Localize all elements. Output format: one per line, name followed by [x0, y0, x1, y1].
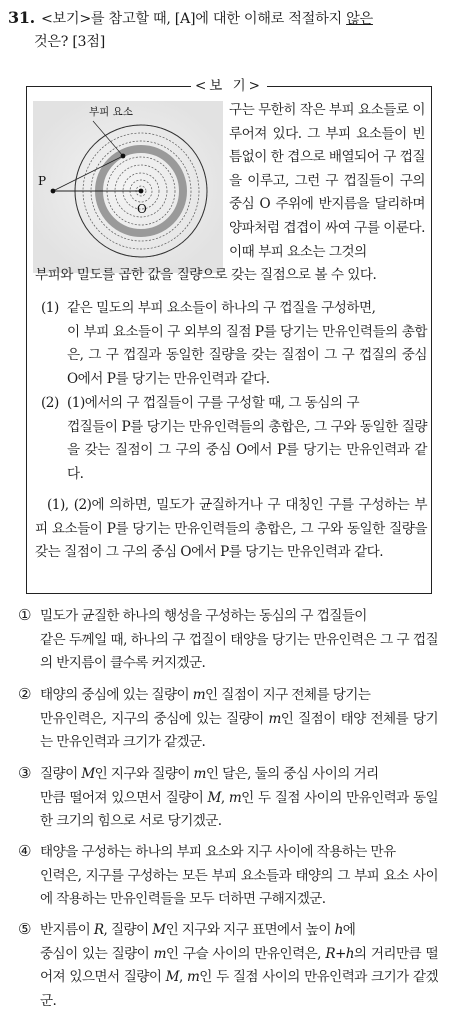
bogi-intro-continuation: 부피와 밀도를 곱한 값을 질량으로 갖는 질점으로 볼 수 있다. — [35, 267, 377, 283]
option-5-rest-d: , — [178, 969, 187, 986]
option-5-rest-b: 인 구슬 사이의 만유인력은, — [165, 945, 326, 962]
label-o: O — [137, 202, 147, 216]
question-stem: <보기>를 참고할 때, [A]에 대한 이해로 적절하지 — [40, 11, 347, 27]
option-3-rest-b: , — [220, 789, 229, 806]
option-1[interactable] — [18, 604, 438, 676]
option-3[interactable] — [18, 762, 438, 834]
option-5-mark: ⑤ — [18, 920, 31, 938]
bogi-conclusion — [35, 494, 427, 565]
option-3-rest-var-M: M — [207, 789, 221, 806]
option-2-rest-a: 만유인력은, 지구의 중심에 있는 질량이 — [40, 710, 269, 727]
option-4-mark: ④ — [18, 842, 31, 860]
option-5-rest-var-m: m — [153, 945, 166, 962]
item-2-rest: 껍질들이 P를 당기는 만유인력들의 총합은, 그 구와 동일한 질량을 갖는 질점이 그 구의 중심 O에서 P를 당기는 만유인력과 같다. — [67, 418, 427, 482]
option-3-text-a: 질량이 — [40, 766, 82, 782]
option-2[interactable] — [18, 683, 438, 755]
question-line-1 — [8, 6, 444, 31]
bogi-item-1 — [41, 297, 427, 391]
option-5-var-h: h — [334, 922, 343, 938]
item-1-rest: 이 부피 요소들이 구 외부의 질점 P를 당기는 만유인력들의 총합은, 그 구 껍질과 동일한 질량을 갖는 질점이 그 구 껍질의 중심 O에서 P를 당기는 만유인력과 같다. — [67, 323, 427, 387]
option-3-rest-a: 만큼 떨어져 있으면서 질량이 — [40, 789, 208, 806]
option-1-rest: 같은 두께일 때, 하나의 구 껍질이 태양을 당기는 만유인력은 그 구 껍질의 반지름이 클수록 커지겠군. — [40, 631, 438, 672]
option-4[interactable] — [18, 840, 438, 912]
center-o-dot — [139, 189, 144, 194]
option-5[interactable] — [18, 918, 438, 1013]
option-1-mark: ① — [18, 606, 31, 624]
item-1-label: (1) — [41, 300, 59, 316]
question-number: 31. — [8, 8, 35, 27]
option-2-var-m: m — [192, 687, 206, 703]
question-line-2: 것은? [3점] — [34, 34, 105, 50]
bogi-box — [26, 78, 432, 594]
option-2-rest-b: 인 질점이 태양 전체를 당기는 만유인력과 크기가 같겠군. — [40, 710, 438, 751]
item-1-first: 같은 밀도의 부피 요소들이 하나의 구 껍질을 구성하면, — [67, 300, 376, 316]
option-3-text-b: 인 지구와 질량이 — [94, 766, 194, 782]
option-5-rest-var-Rh: R+h — [325, 945, 354, 962]
option-3-rest-var-m: m — [228, 789, 242, 806]
conclusion-text: (1), (2)에 의하면, 밀도가 균질하거나 구 대칭인 구를 구성하는 부피 요소들이 P를 당기는 만유인력들의 총합은, 그 구와 동일한 질량을 갖는 질점이 그 구의 중심 O에서 P를 당기는 만유인력과 같다. — [35, 497, 427, 561]
option-3-text-c: 인 달은, 둘의 중심 사이의 거리 — [205, 766, 379, 782]
option-3-var-M: M — [81, 766, 95, 782]
volume-element-dot — [121, 154, 126, 159]
label-volume-element: 부피 요소 — [89, 106, 133, 118]
option-2-rest — [18, 708, 438, 755]
option-3-rest — [18, 787, 438, 834]
option-5-rest-e: 인 두 질점 사이의 만유인력과 크기가 같겠군. — [40, 969, 438, 1009]
option-5-rest-a: 중심이 있는 질량이 — [40, 945, 154, 962]
option-5-text-b: , 질량이 — [103, 922, 153, 938]
option-3-rest-c: 인 두 질점 사이의 만유인력과 동일한 크기의 힘으로 서로 당기겠군. — [40, 789, 439, 830]
option-5-text-c: 인 지구와 지구 표면에서 높이 — [165, 922, 335, 938]
option-5-rest-var-m2: m — [186, 969, 200, 986]
label-p: P — [38, 174, 47, 188]
option-4-first: 태양을 구성하는 하나의 부피 요소와 지구 사이에 작용하는 만유 — [40, 844, 396, 860]
point-p-dot — [51, 189, 56, 194]
option-2-rest-var-m: m — [268, 710, 281, 727]
item-2-first: (1)에서의 구 껍질들이 구를 구성할 때, 그 동심의 구 — [67, 395, 360, 411]
option-5-rest-c: 의 거리만큼 떨어져 있으면서 질량이 — [40, 945, 439, 986]
option-3-var-m: m — [193, 766, 206, 782]
option-3-mark: ③ — [18, 764, 31, 782]
option-2-text-b: 인 질점이 지구 전체를 당기는 — [205, 687, 371, 703]
option-5-rest-var-M: M — [165, 969, 179, 986]
option-5-rest — [18, 943, 438, 1014]
option-5-text-a: 반지름이 — [40, 922, 94, 938]
sphere-shell-figure — [33, 101, 223, 273]
bogi-item-2 — [41, 392, 427, 486]
item-2-label: (2) — [41, 395, 59, 411]
option-2-text-a: 태양의 중심에 있는 질량이 — [40, 687, 193, 703]
option-1-first: 밀도가 균질한 하나의 행성을 구성하는 동심의 구 껍질들이 — [40, 608, 367, 624]
option-5-var-R: R — [93, 922, 104, 938]
question-header — [8, 6, 444, 54]
option-2-mark: ② — [18, 685, 31, 703]
bogi-title: <보 기> — [191, 77, 267, 95]
bogi-intro-text: 구는 무한히 작은 부피 요소들로 이루어져 있다. 그 부피 요소들이 빈틈없이 한 겹으로 배열되어 구 껍질을 이루고, 그런 구 껍질들이 구의 중심 O 주위에 반지름을 달리하며 양파처럼 겹겹이 싸여 구를 이룬다. 이때 부피 요소는 그것의 — [229, 102, 425, 260]
option-5-var-M: M — [152, 922, 166, 938]
question-underlined-word: 않은 — [346, 11, 373, 27]
option-5-text-d: 에 — [342, 922, 356, 938]
option-4-rest: 인력은, 지구를 구성하는 모든 부피 요소들과 태양의 그 부피 요소 사이에 작용하는 만유인력들을 모두 더하면 구해지겠군. — [40, 867, 438, 908]
